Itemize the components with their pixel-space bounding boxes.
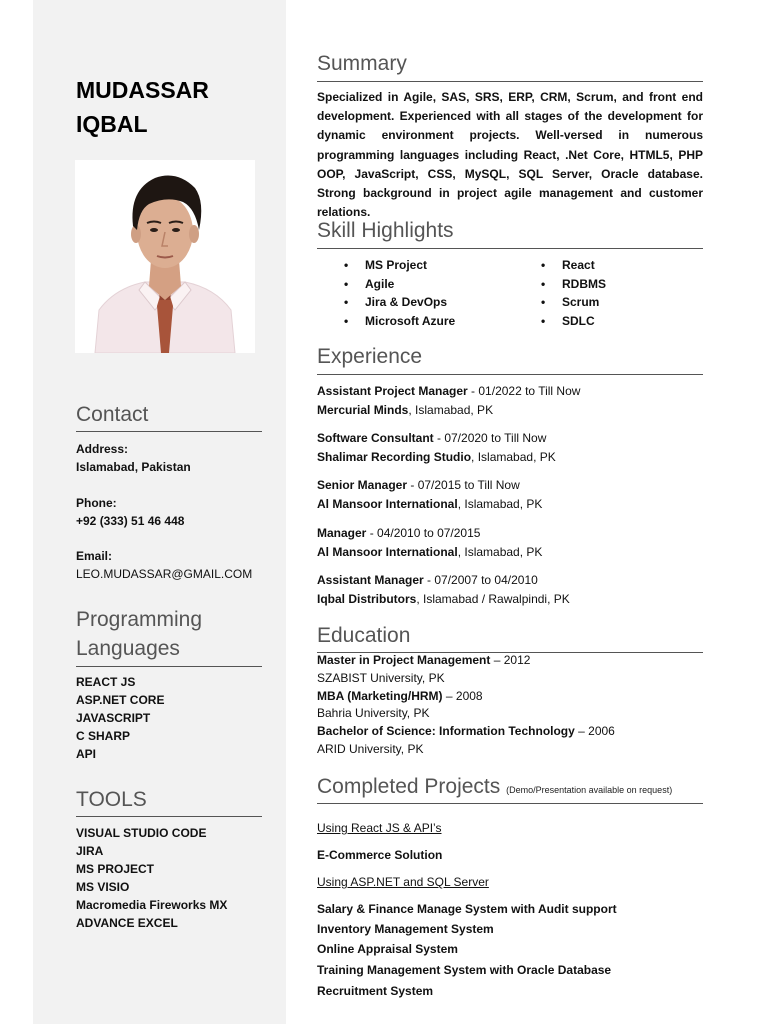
job-title: Assistant Project Manager xyxy=(317,384,468,398)
contact-divider xyxy=(76,431,262,432)
education-entry xyxy=(317,723,615,741)
job-dates: - 07/2015 to Till Now xyxy=(407,478,520,492)
programming-list xyxy=(76,673,164,763)
skill-item: • React xyxy=(541,256,606,275)
job-location: , Islamabad, PK xyxy=(471,450,556,464)
degree: Bachelor of Science: Information Technology xyxy=(317,724,575,739)
education-heading: Education xyxy=(317,624,411,647)
job-title: Manager xyxy=(317,526,367,540)
programming-heading xyxy=(76,605,202,663)
profile-photo xyxy=(75,160,255,353)
project-item: Salary & Finance Manage System with Audit support xyxy=(317,902,617,916)
tool-item: MS VISIO xyxy=(76,880,130,894)
name-first: MUDASSAR xyxy=(76,77,209,103)
school: ARID University, PK xyxy=(317,741,424,756)
project-item: Online Appraisal System xyxy=(317,942,458,956)
school: SZABIST University, PK xyxy=(317,670,445,685)
education-list xyxy=(317,652,615,759)
skill-item: • Scrum xyxy=(541,293,606,312)
summary-divider xyxy=(317,81,703,82)
job-company: Shalimar Recording Studio xyxy=(317,450,472,464)
experience-heading: Experience xyxy=(317,345,423,368)
contact-details xyxy=(76,440,191,476)
job-dates: - 01/2022 to Till Now xyxy=(467,384,581,398)
skill-item: • Microsoft Azure xyxy=(344,312,455,331)
address-value: Islamabad, Pakistan xyxy=(76,460,191,474)
projects-note: (Demo/Presentation available on request) xyxy=(506,785,673,795)
experience-entry xyxy=(317,571,570,609)
education-entry xyxy=(317,652,615,670)
school: Bahria University, PK xyxy=(317,706,430,721)
address-label: Address: xyxy=(76,442,129,456)
skill-item: • Jira & DevOps xyxy=(344,293,455,312)
tools-divider xyxy=(76,816,262,817)
phone-label: Phone: xyxy=(76,496,117,510)
experience-divider xyxy=(317,374,703,375)
project-item: E-Commerce Solution xyxy=(317,848,443,862)
degree: MBA (Marketing/HRM) xyxy=(317,688,443,703)
skills-column-2 xyxy=(541,256,606,330)
project-item: Recruitment System xyxy=(317,984,434,998)
degree-year: – 2008 xyxy=(442,688,483,703)
job-dates: - 07/2020 to Till Now xyxy=(433,431,547,445)
project-group-label: Using React JS & API’s xyxy=(317,821,442,835)
job-location: , Islamabad, PK xyxy=(457,497,543,511)
tools-list xyxy=(76,824,227,932)
experience-entry xyxy=(317,429,556,467)
tool-item: Macromedia Fireworks MX xyxy=(76,898,228,912)
summary-heading: Summary xyxy=(317,52,407,75)
summary-text: Specialized in Agile, SAS, SRS, ERP, CRM, Scrum, and front end development. Experienced with all stages of the development for dynamic environment projects. Well-versed in numerous programming languages including React, .Net Core, HTML5, PHP OOP, JavaScript, CSS, MySQL, SQL Server, Oracle database. Strong background in project agile management and customer relations. xyxy=(317,90,703,220)
tool-item: VISUAL STUDIO CODE xyxy=(76,826,207,840)
skills-heading: Skill Highlights xyxy=(317,219,454,242)
tool-item: MS PROJECT xyxy=(76,862,155,876)
job-title: Software Consultant xyxy=(317,431,434,445)
job-title: Assistant Manager xyxy=(317,573,424,587)
project-item: Inventory Management System xyxy=(317,922,494,936)
projects-heading-text: Completed Projects xyxy=(317,775,501,798)
candidate-name xyxy=(76,73,209,141)
skills-column-1 xyxy=(344,256,455,330)
job-location: , Islamabad, PK xyxy=(408,403,494,417)
projects-divider xyxy=(317,803,703,804)
skill-item: • RDBMS xyxy=(541,275,606,294)
job-company: Mercurial Minds xyxy=(317,403,409,417)
phone-block xyxy=(76,494,184,530)
skill-item: • SDLC xyxy=(541,312,606,331)
email-block xyxy=(76,547,252,583)
programming-item: C SHARP xyxy=(76,729,131,743)
degree-year: – 2006 xyxy=(574,724,615,739)
job-company: Al Mansoor International xyxy=(317,545,458,559)
programming-heading-line1: Programming xyxy=(76,608,203,631)
education-entry xyxy=(317,688,615,706)
job-company: Iqbal Distributors xyxy=(317,592,417,606)
project-item: Training Management System with Oracle Database xyxy=(317,963,612,977)
phone-value: +92 (333) 51 46 448 xyxy=(76,514,185,528)
degree: Master in Project Management xyxy=(317,653,491,667)
name-last: IQBAL xyxy=(76,111,148,137)
email-value: LEO.MUDASSAR@GMAIL.COM xyxy=(76,567,253,581)
job-location: , Islamabad / Rawalpindi, PK xyxy=(416,592,570,606)
job-dates: - 07/2007 to 04/2010 xyxy=(423,573,538,587)
tool-item: ADVANCE EXCEL xyxy=(76,916,178,930)
programming-item: ASP.NET CORE xyxy=(76,693,165,707)
programming-item: API xyxy=(76,747,97,761)
experience-entry xyxy=(317,524,542,562)
experience-entry xyxy=(317,382,580,420)
email-label: Email: xyxy=(76,549,113,563)
programming-heading-line2: Languages xyxy=(76,637,180,660)
experience-entry xyxy=(317,476,542,514)
job-dates: - 04/2010 to 07/2015 xyxy=(366,526,481,540)
skills-divider xyxy=(317,248,703,249)
programming-item: REACT JS xyxy=(76,675,136,689)
skill-item: • MS Project xyxy=(344,256,455,275)
tool-item: JIRA xyxy=(76,844,104,858)
project-group-label: Using ASP.NET and SQL Server xyxy=(317,875,489,889)
tools-heading: TOOLS xyxy=(76,788,147,811)
programming-divider xyxy=(76,666,262,667)
skill-item: • Agile xyxy=(344,275,455,294)
projects-heading xyxy=(317,773,672,804)
contact-heading: Contact xyxy=(76,403,149,426)
job-location: , Islamabad, PK xyxy=(457,545,543,559)
programming-item: JAVASCRIPT xyxy=(76,711,151,725)
job-title: Senior Manager xyxy=(317,478,408,492)
job-company: Al Mansoor International xyxy=(317,497,458,511)
degree-year: – 2012 xyxy=(490,653,531,667)
